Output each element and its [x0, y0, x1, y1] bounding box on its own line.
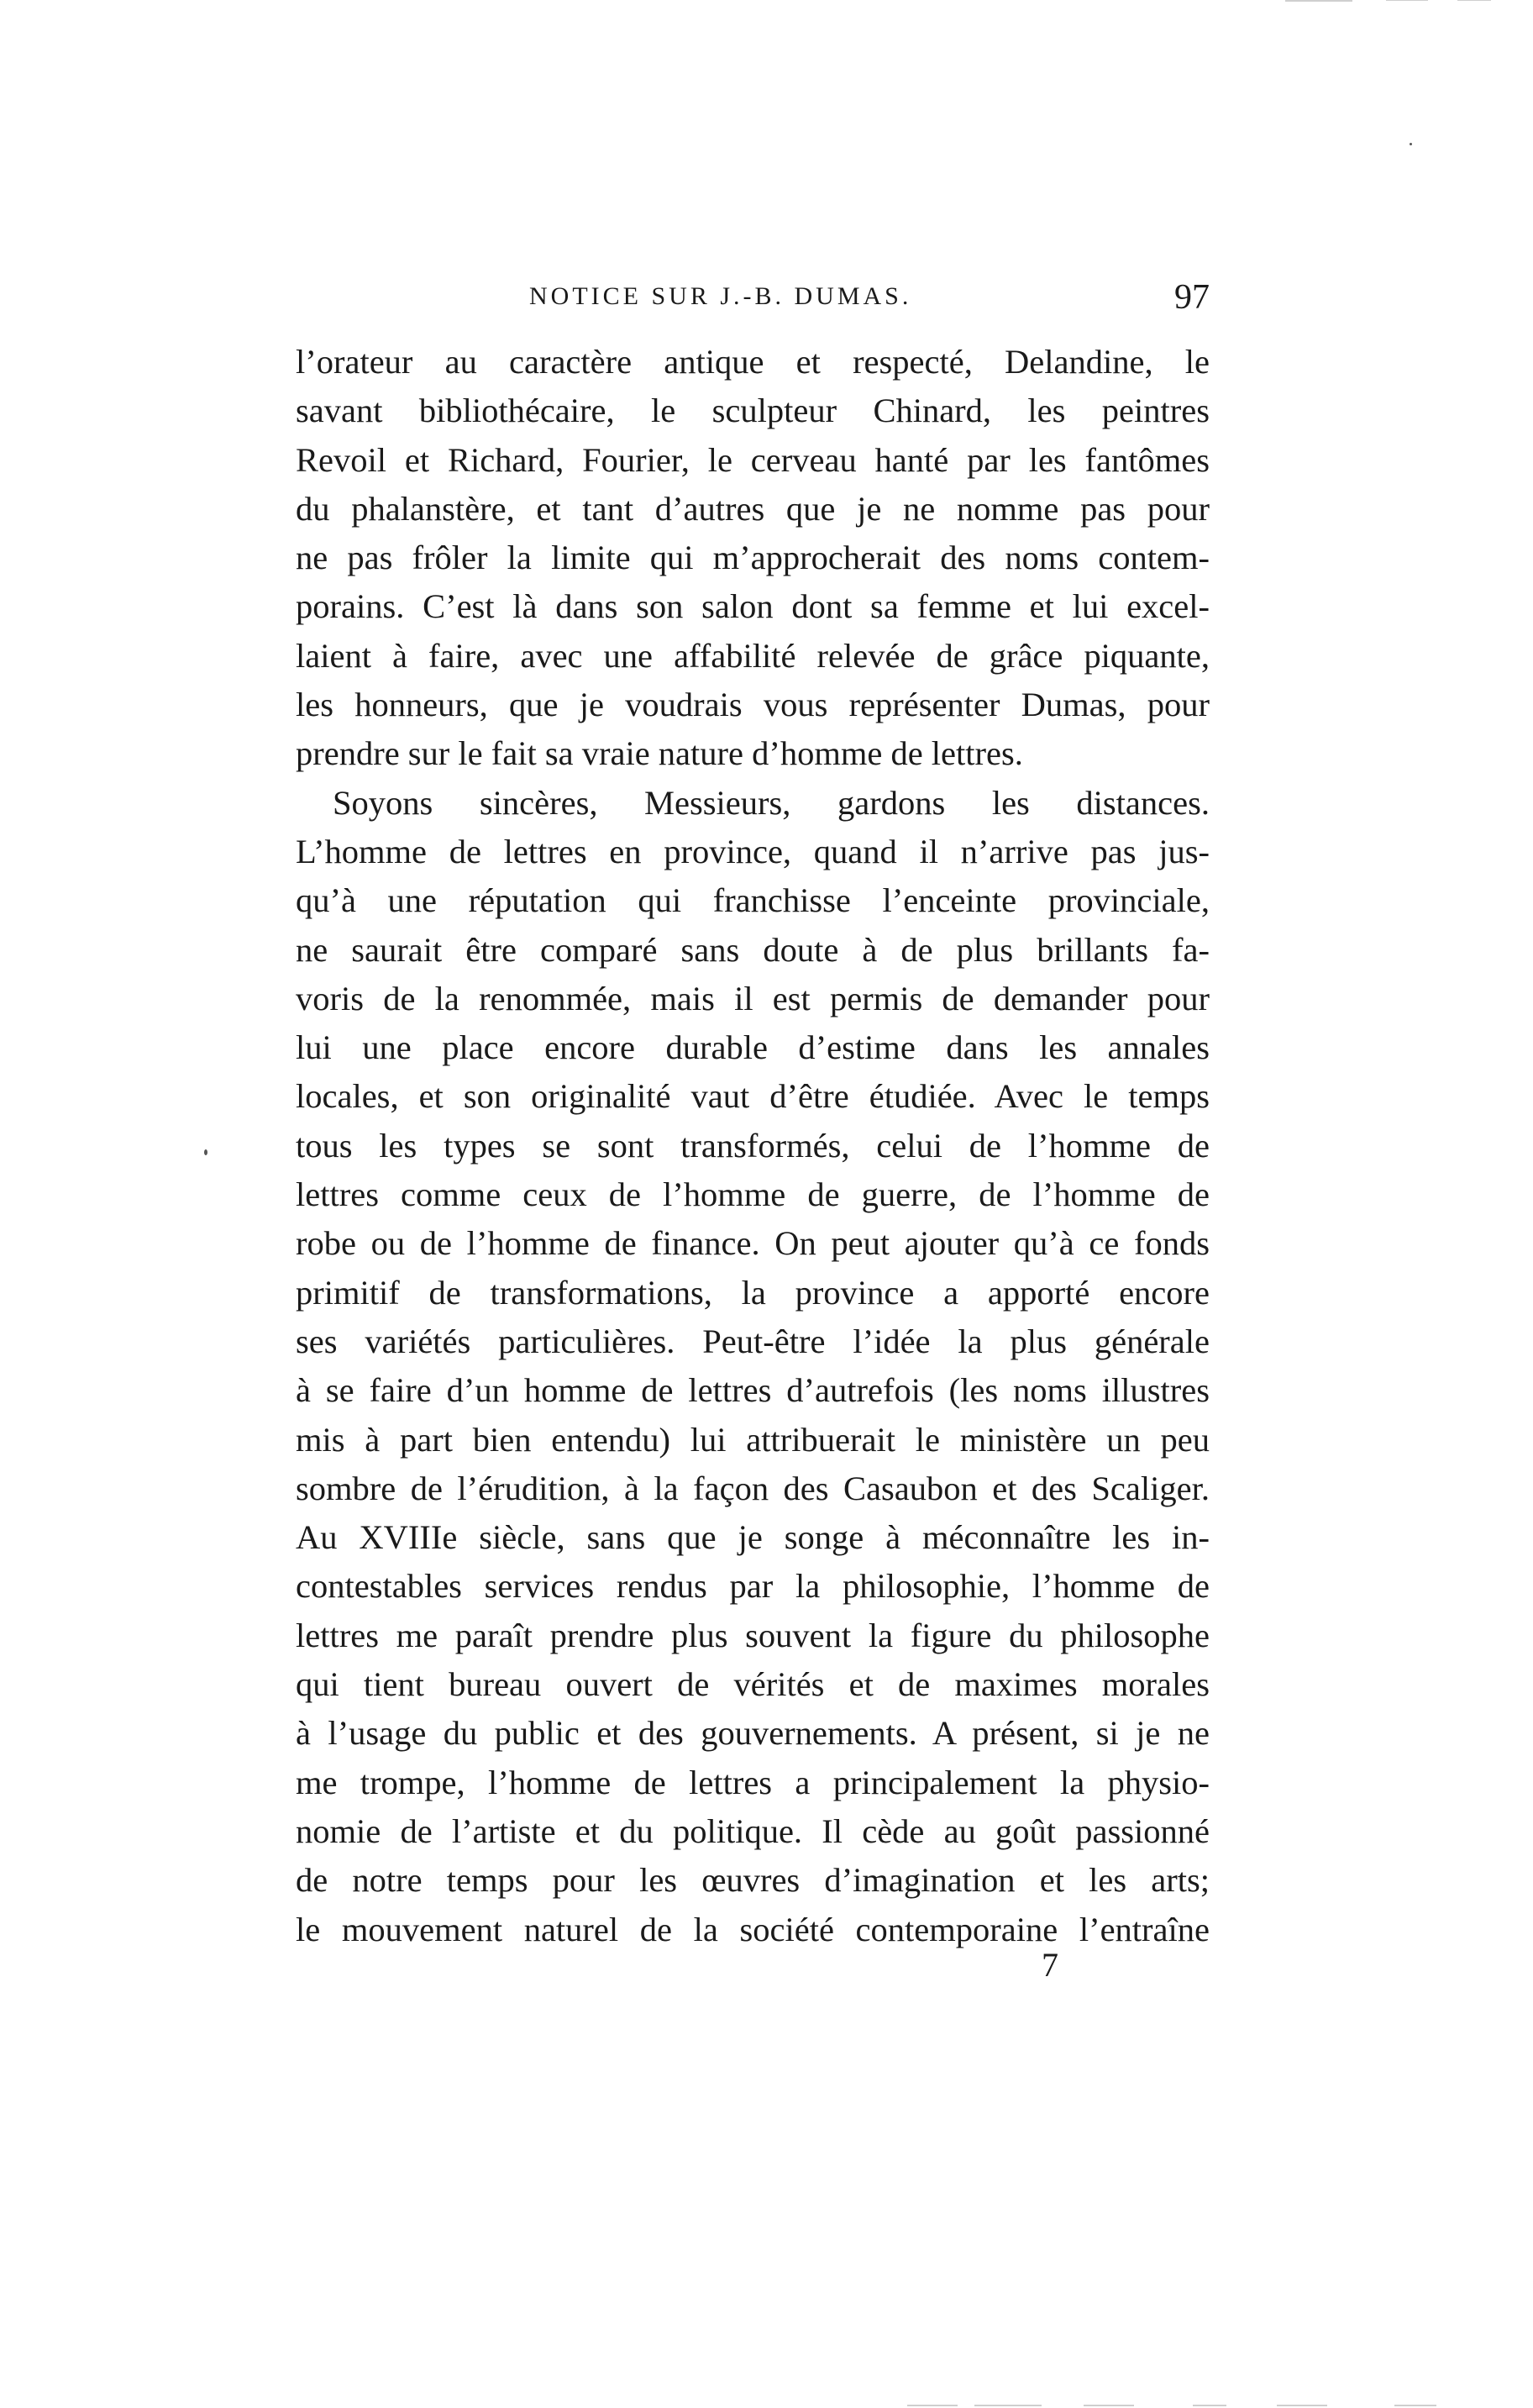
page-number: 97	[1174, 278, 1210, 317]
text-line: ne saurait être comparé sans doute à de plus brillants fa-	[296, 930, 1210, 969]
text-line: Soyons sincères, Messieurs, gardons les distances.	[333, 783, 1210, 822]
text-line: locales, et son originalité vaut d’être étudiée. Avec le temps	[296, 1077, 1210, 1116]
text-line: lettres me paraît prendre plus souvent la figure du philosophe	[296, 1616, 1210, 1654]
text-line: prendre sur le fait sa vraie nature d’homme de lettres.	[296, 734, 1023, 773]
text-line: à se faire d’un homme de lettres d’autrefois (les noms illustres	[296, 1371, 1210, 1410]
text-line: le mouvement naturel de la société contemporaine l’entraîne	[296, 1910, 1210, 1948]
text-line: Revoil et Richard, Fourier, le cerveau hanté par les fantômes	[296, 440, 1210, 479]
text-line: lui une place encore durable d’estime dans les annales	[296, 1028, 1210, 1067]
text-line: sombre de l’érudition, à la façon des Casaubon et des Scaliger.	[296, 1469, 1210, 1507]
text-line: qu’à une réputation qui franchisse l’enceinte provinciale,	[296, 881, 1210, 920]
scan-edge-line	[907, 2405, 958, 2406]
signature-mark: 7	[1042, 1946, 1058, 1984]
text-line: L’homme de lettres en province, quand il n’arrive pas jus-	[296, 832, 1210, 870]
scan-edge-line	[1285, 0, 1352, 2]
body-text	[296, 338, 1210, 1954]
stray-ink-mark	[204, 1149, 207, 1155]
scan-edge-line	[1277, 2405, 1327, 2406]
scan-edge-line	[1386, 0, 1428, 1]
text-line: lettres comme ceux de l’homme de guerre, de l’homme de	[296, 1175, 1210, 1214]
text-line: tous les types se sont transformés, celui de l’homme de	[296, 1126, 1210, 1165]
scan-edge-line	[1394, 2405, 1436, 2406]
stray-ink-mark	[1410, 143, 1412, 145]
text-line: les honneurs, que je voudrais vous représenter Dumas, pour	[296, 686, 1210, 724]
text-line: primitif de transformations, la province a apporté encore	[296, 1273, 1210, 1312]
text-line: contestables services rendus par la philosophie, l’homme de	[296, 1567, 1210, 1606]
text-line: ses variétés particulières. Peut-être l’idée la plus générale	[296, 1322, 1210, 1360]
running-title: NOTICE SUR J.-B. DUMAS.	[529, 282, 912, 310]
text-line: qui tient bureau ouvert de vérités et de maximes morales	[296, 1665, 1210, 1704]
text-line: porains. C’est là dans son salon dont sa femme et lui excel-	[296, 587, 1210, 626]
running-header	[296, 277, 1210, 324]
text-line: savant bibliothécaire, le sculpteur Chinard, les peintres	[296, 392, 1210, 430]
scan-edge-line	[1084, 2405, 1134, 2406]
text-line: l’orateur au caractère antique et respecté, Delandine, le	[296, 343, 1210, 381]
scan-edge-line	[1457, 0, 1491, 1]
text-line: nomie de l’artiste et du politique. Il cède au goût passionné	[296, 1811, 1210, 1850]
text-line: ne pas frôler la limite qui m’approcherait des noms contem-	[296, 539, 1210, 577]
text-line: laient à faire, avec une affabilité relevée de grâce piquante,	[296, 636, 1210, 675]
text-line: voris de la renommée, mais il est permis de demander pour	[296, 979, 1210, 1017]
text-line: à l’usage du public et des gouvernements. A présent, si je ne	[296, 1714, 1210, 1753]
scan-edge-line	[1193, 2405, 1226, 2406]
text-line: de notre temps pour les œuvres d’imagination et les arts;	[296, 1861, 1210, 1900]
text-line: du phalanstère, et tant d’autres que je ne nomme pas pour	[296, 489, 1210, 528]
text-line: Au XVIIIe siècle, sans que je songe à méconnaître les in-	[296, 1518, 1210, 1557]
text-line: me trompe, l’homme de lettres a principalement la physio-	[296, 1763, 1210, 1801]
text-line: robe ou de l’homme de finance. On peut ajouter qu’à ce fonds	[296, 1224, 1210, 1263]
text-line: mis à part bien entendu) lui attribuerait le ministère un peu	[296, 1420, 1210, 1459]
scan-edge-line	[974, 2405, 1042, 2406]
